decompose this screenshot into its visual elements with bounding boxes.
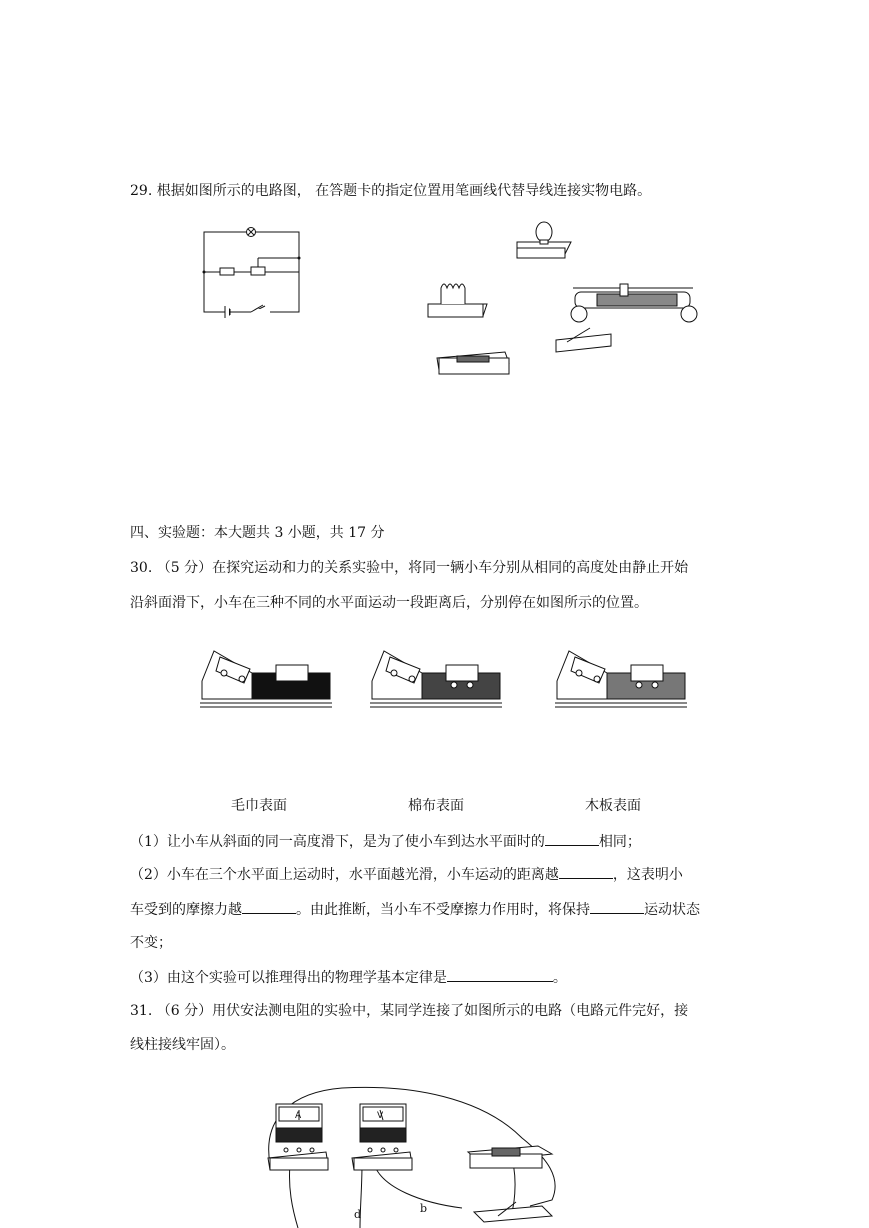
q30-sub3 [130,967,567,987]
q29-text: 29. 根据如图所示的电路图， 在答题卡的指定位置用笔画线代替导线连接实物电路。 [130,183,652,199]
surface-label-cotton: 棉布表面 [408,798,464,814]
voltmeter-label: V [377,1111,384,1121]
circuit-schematic [195,222,310,322]
answer-blank-3[interactable] [242,899,296,914]
answer-blank-4[interactable] [590,899,644,914]
q30-sub2-line1 [130,864,683,884]
q31-line1: 31. （6 分）用伏安法测电阻的实验中，某同学连接了如图所示的电路（电路元件完好，接 [130,1003,689,1019]
incline-experiment-wood [555,645,690,710]
voltammeter-circuit [262,1088,562,1228]
q30-line2: 沿斜面滑下，小车在三种不同的水平面运动一段距离后，分别停在如图所示的位置。 [130,595,648,611]
section-heading: 四、实验题：本大题共 3 小题，共 17 分 [130,525,385,541]
q30-sub2-infer: 。由此推断，当小车不受摩擦力作用时，将保持 [296,902,590,918]
physical-components [425,218,705,378]
q30-sub2-mid: ，这表明小 [612,867,683,883]
incline-experiment-cotton [370,645,505,710]
q30-sub1-end: 相同； [598,834,641,850]
wire-d-label: d [354,1208,362,1221]
q30-sub2-text: （2）小车在三个水平面上运动时，水平面越光滑，小车运动的距离越 [130,867,559,883]
q30-sub2-line3: 不变； [130,935,172,951]
q30-sub2-friction: 车受到的摩擦力越 [130,902,242,918]
q30-sub2-state: 运动状态 [644,902,700,918]
answer-blank-1[interactable] [545,831,599,846]
answer-blank-5[interactable] [447,967,553,982]
q30-sub3-text: （3）由这个实验可以推理得出的物理学基本定律是 [130,970,447,986]
ammeter-label: A [295,1111,302,1121]
surface-label-wood: 木板表面 [585,798,641,814]
wire-b-label: b [420,1202,428,1215]
q30-sub3-end: 。 [552,970,567,986]
q30-sub1 [130,831,641,851]
surface-label-towel: 毛巾表面 [231,798,287,814]
q30-sub1-text: （1）让小车从斜面的同一高度滑下，是为了使小车到达水平面时的 [130,834,545,850]
q31-line2: 线柱接线牢固）。 [130,1037,235,1053]
incline-experiment-towel [200,645,335,710]
q30-line1: 30. （5 分）在探究运动和力的关系实验中，将同一辆小车分别从相同的高度处由静止开始 [130,560,689,576]
q30-sub2-line2 [130,899,700,919]
answer-blank-2[interactable] [559,864,613,879]
